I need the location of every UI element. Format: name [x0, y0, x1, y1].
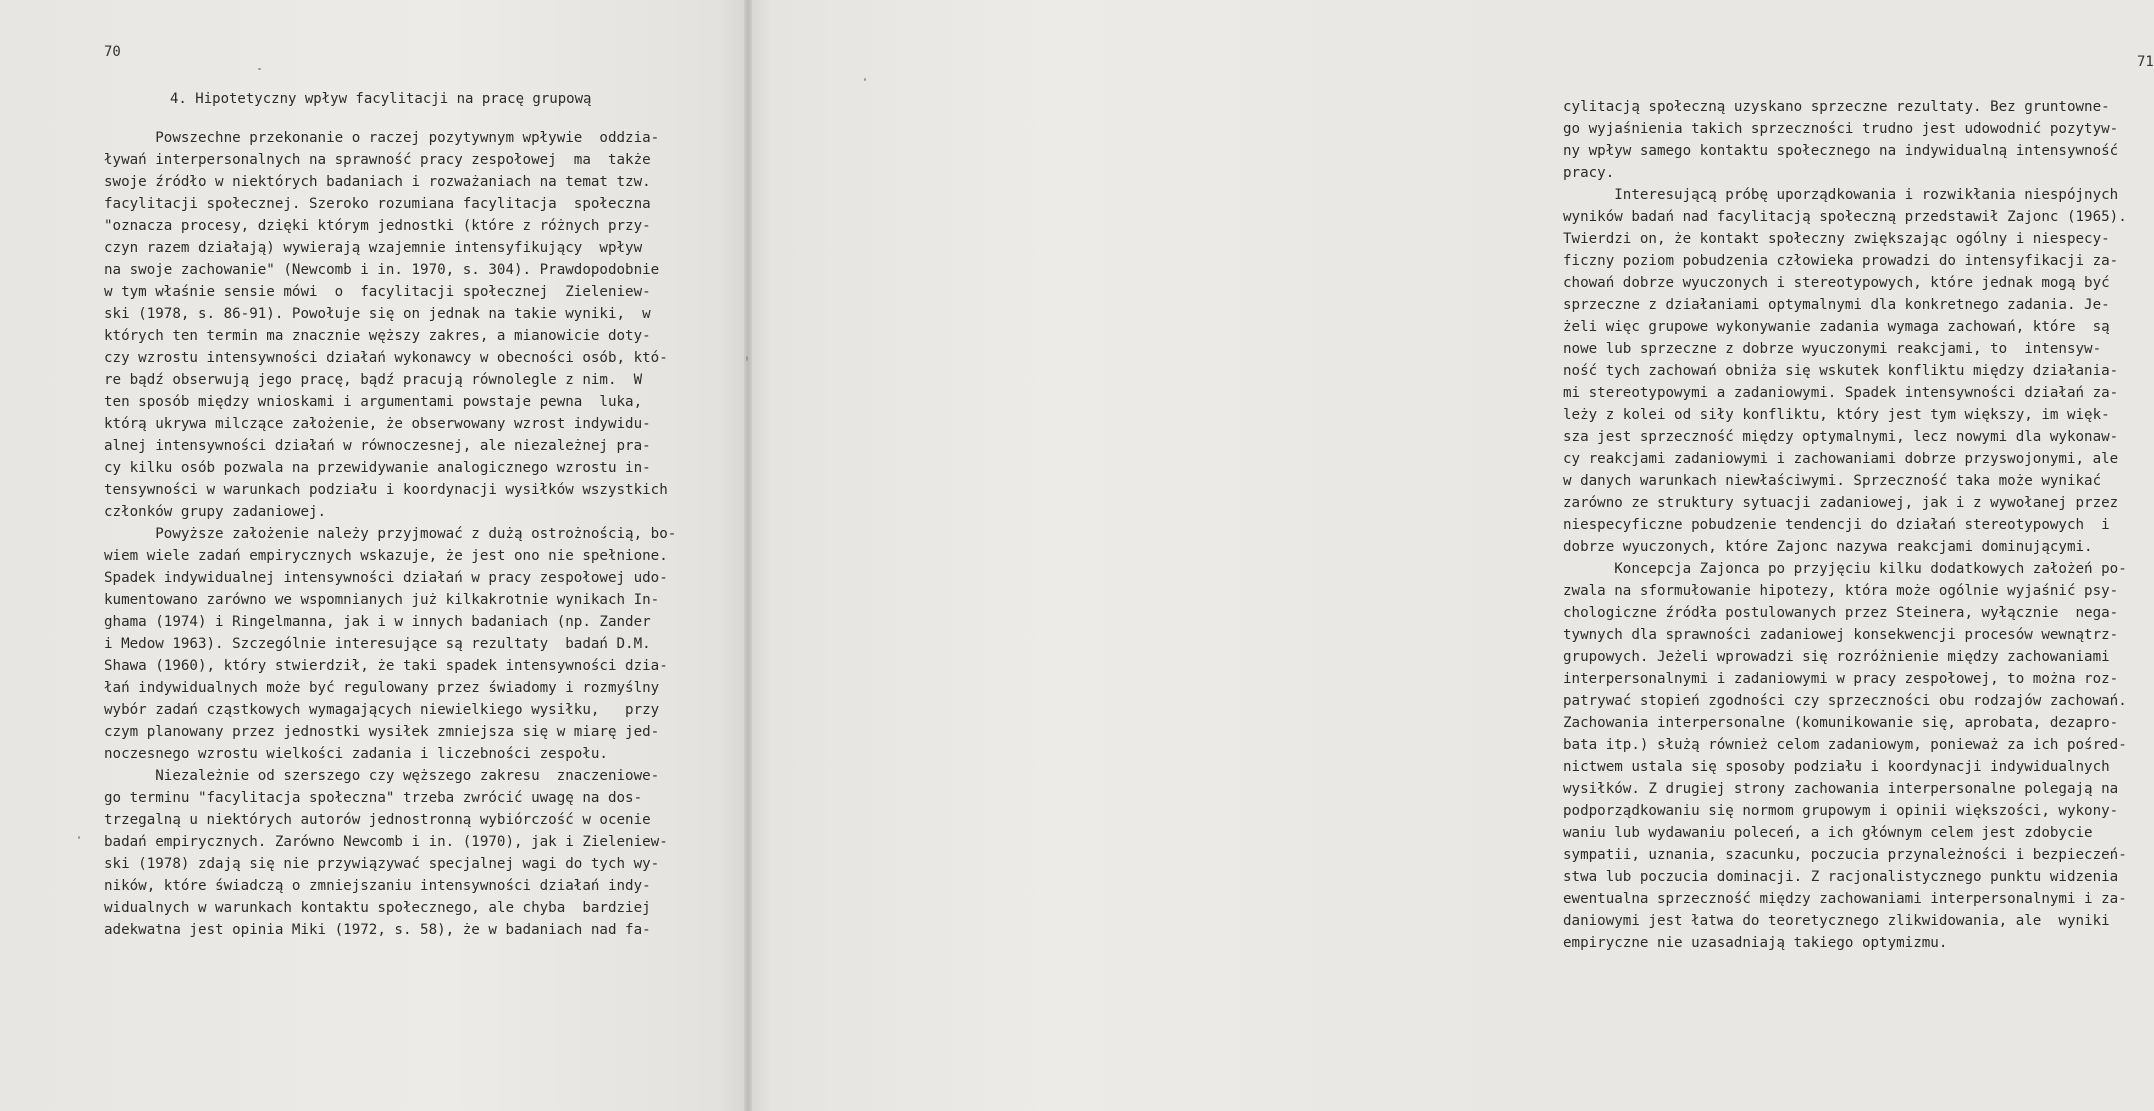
body-text — [1563, 96, 2127, 954]
text-line: sza jest sprzeczność między optymalnymi, lecz nowymi dla wykonaw- — [1563, 429, 2119, 445]
text-line: ny wpływ samego kontaktu społecznego na indywidualną intensywność — [1563, 143, 2119, 159]
text-line: cylitacją społeczną uzyskano sprzeczne rezultaty. Bez gruntowne- — [1563, 99, 2110, 115]
text-line: alnej intensywności działań w równoczesnej, ale niezależnej pra- — [104, 438, 651, 454]
text-line: trzegalną u niektórych autorów jednostronną wybiórczość w ocenie — [104, 812, 651, 828]
text-line: w danych warunkach niewłaściwymi. Sprzeczność taka może wynikać — [1563, 473, 2102, 489]
text-line: Powszechne przekonanie o raczej pozytywnym wpływie oddzia- — [104, 130, 660, 146]
text-line: facylitacji społecznej. Szeroko rozumiana facylitacja społeczna — [104, 196, 651, 212]
text-line: badań empirycznych. Zarówno Newcomb i in. (1970), jak i Zieleniew- — [104, 834, 668, 850]
text-line: członków grupy zadaniowej. — [104, 504, 327, 520]
text-line: ewentualna sprzeczność między zachowaniami interpersonalnymi i za- — [1563, 891, 2127, 907]
right-page — [748, 0, 2154, 1111]
text-line: nowe lub sprzeczne z dobrze wyuczonymi reakcjami, to intensyw- — [1563, 341, 2102, 357]
text-line: ływań interpersonalnych na sprawność pracy zespołowej ma także — [104, 152, 651, 168]
paper-speck — [78, 836, 80, 839]
text-line: Zachowania interpersonalne (komunikowanie się, aprobata, dezapro- — [1563, 715, 2119, 731]
text-line: Shawa (1960), który stwierdził, że taki spadek intensywności dzia- — [104, 658, 668, 674]
text-line: kumentowano zarówno we wspomnianych już kilkakrotnie wynikach In- — [104, 592, 660, 608]
text-line: cy kilku osób pozwala na przewidywanie analogicznego wzrostu in- — [104, 460, 651, 476]
text-line: Twierdzi on, że kontakt społeczny zwiększając ogólny i niespecy- — [1563, 231, 2110, 247]
text-line: pracy. — [1563, 165, 1615, 181]
text-line: wysiłków. Z drugiej strony zachowania interpersonalne polegają na — [1563, 781, 2119, 797]
text-line: Koncepcja Zajonca po przyjęciu kilku dodatkowych założeń po- — [1563, 561, 2127, 577]
text-line: zwala na sformułowanie hipotezy, która może ogólnie wyjaśnić psy- — [1563, 583, 2119, 599]
text-line: dobrze wyuczonych, które Zajonc nazywa reakcjami dominującymi. — [1563, 539, 2093, 555]
text-line: żeli więc grupowe wykonywanie zadania wymaga zachowań, które są — [1563, 319, 2110, 335]
text-line: wyników badań nad facylitacją społeczną przedstawił Zajonc (1965). — [1563, 209, 2127, 225]
text-line: chologiczne źródła postulowanych przez Steinera, wyłącznie nega- — [1563, 605, 2119, 621]
text-line: niespecyficzne pobudzenie tendencji do działań stereotypowych i — [1563, 517, 2110, 533]
text-line: na swoje zachowanie" (Newcomb i in. 1970, s. 304). Prawdopodobnie — [104, 262, 660, 278]
text-line: których ten termin ma znacznie węższy zakres, a mianowicie doty- — [104, 328, 651, 344]
text-line: wiem wiele zadań empirycznych wskazuje, że jest ono nie spełnione. — [104, 548, 668, 564]
text-line: tensywności w warunkach podziału i koordynacji wysiłków wszystkich — [104, 482, 668, 498]
text-line: ski (1978) zdają się nie przywiązywać specjalnej wagi do tych wy- — [104, 856, 660, 872]
text-line: empiryczne nie uzasadniają takiego optymizmu. — [1563, 935, 1948, 951]
text-line: mi stereotypowymi a zadaniowymi. Spadek intensywności działań za- — [1563, 385, 2119, 401]
left-page — [0, 0, 748, 1111]
text-line: czy wzrostu intensywności działań wykonawcy w obecności osób, któ- — [104, 350, 668, 366]
text-line: grupowych. Jeżeli wprowadzi się rozróżnienie między zachowaniami — [1563, 649, 2110, 665]
text-line: nictwem ustala się sposoby podziału i koordynacji indywidualnych — [1563, 759, 2110, 775]
body-text — [104, 127, 676, 941]
paper-speck — [258, 68, 261, 70]
paper-speck — [864, 78, 866, 81]
text-line: Niezależnie od szerszego czy węższego zakresu znaczeniowe- — [104, 768, 660, 784]
text-line: ników, które świadczą o zmniejszaniu intensywności działań indy- — [104, 878, 651, 894]
text-line: Powyższe założenie należy przyjmować z dużą ostrożnością, bo- — [104, 526, 677, 542]
text-line: ten sposób między wnioskami i argumentami powstaje pewna luka, — [104, 394, 643, 410]
text-line: go terminu "facylitacja społeczna" trzeba zwrócić uwagę na dos- — [104, 790, 643, 806]
text-line: cy reakcjami zadaniowymi i zachowaniami dobrze przyswojonymi, ale — [1563, 451, 2119, 467]
text-line: stwa lub poczucia dominacji. Z racjonalistycznego punktu widzenia — [1563, 869, 2119, 885]
text-line: ghama (1974) i Ringelmanna, jak i w innych badaniach (np. Zander — [104, 614, 651, 630]
section-title: 4. Hipotetyczny wpływ facylitacji na pracę grupową — [170, 91, 592, 107]
text-line: sprzeczne z działaniami optymalnymi dla konkretnego zadania. Je- — [1563, 297, 2110, 313]
text-line: adekwatna jest opinia Miki (1972, s. 58), że w badaniach nad fa- — [104, 922, 651, 938]
text-line: ność tych zachowań obniża się wskutek konfliktu między działania- — [1563, 363, 2119, 379]
text-line: widualnych w warunkach kontaktu społecznego, ale chyba bardziej — [104, 900, 651, 916]
text-line: wybór zadań cząstkowych wymagających niewielkiego wysiłku, przy — [104, 702, 660, 718]
text-line: tywnych dla sprawności zadaniowej konsekwencji procesów wewnątrz- — [1563, 627, 2119, 643]
text-line: patrywać stopień zgodności czy sprzeczności obu rodzajów zachowań. — [1563, 693, 2127, 709]
page-number: 70 — [104, 44, 121, 60]
text-line: zarówno ze struktury sytuacji zadaniowej, jak i z wywołanej przez — [1563, 495, 2119, 511]
text-line: sympatii, uznania, szacunku, poczucia przynależności i bezpieczeń- — [1563, 847, 2127, 863]
text-line: Spadek indywidualnej intensywności działań w pracy zespołowej udo- — [104, 570, 668, 586]
text-line: ski (1978, s. 86-91). Powołuje się on jednak na takie wyniki, w — [104, 306, 651, 322]
text-line: w tym właśnie sensie mówi o facylitacji społecznej Zieleniew- — [104, 284, 651, 300]
text-line: waniu lub wydawaniu poleceń, a ich głównym celem jest zdobycie — [1563, 825, 2093, 841]
text-line: którą ukrywa milczące założenie, że obserwowany wzrost indywidu- — [104, 416, 651, 432]
text-line: Interesującą próbę uporządkowania i rozwikłania niespójnych — [1563, 187, 2119, 203]
text-line: leży z kolei od siły konfliktu, który jest tym większy, im więk- — [1563, 407, 2110, 423]
text-line: chowań dobrze wyuczonych i stereotypowych, które jednak mogą być — [1563, 275, 2110, 291]
text-line: bata itp.) służą również celom zadaniowym, ponieważ za ich pośred- — [1563, 737, 2127, 753]
text-line: ficzny poziom pobudzenia człowieka prowadzi do intensyfikacji za- — [1563, 253, 2119, 269]
paper-speck — [746, 356, 748, 361]
text-line: czyn razem działają) wywierają wzajemnie intensyfikujący wpływ — [104, 240, 643, 256]
text-line: re bądź obserwują jego pracę, bądź pracują równolegle z nim. W — [104, 372, 643, 388]
text-line: interpersonalnymi i zadaniowymi w pracy zespołowej, to można roz- — [1563, 671, 2119, 687]
text-line: czym planowany przez jednostki wysiłek zmniejsza się w miarę jed- — [104, 724, 660, 740]
text-line: i Medow 1963). Szczególnie interesujące są rezultaty badań D.M. — [104, 636, 651, 652]
text-line: daniowymi jest łatwa do teoretycznego zlikwidowania, ale wyniki — [1563, 913, 2110, 929]
page-number: 71 — [2137, 54, 2154, 70]
text-line: "oznacza procesy, dzięki którym jednostki (które z różnych przy- — [104, 218, 651, 234]
text-line: łań indywidualnych może być regulowany przez świadomy i rozmyślny — [104, 680, 660, 696]
text-line: go wyjaśnienia takich sprzeczności trudno jest udowodnić pozytyw- — [1563, 121, 2119, 137]
book-gutter — [744, 0, 752, 1111]
text-line: noczesnego wzrostu wielkości zadania i liczebności zespołu. — [104, 746, 608, 762]
text-line: podporządkowaniu się normom grupowym i opinii większości, wykony- — [1563, 803, 2119, 819]
text-line: swoje źródło w niektórych badaniach i rozważaniach na temat tzw. — [104, 174, 651, 190]
